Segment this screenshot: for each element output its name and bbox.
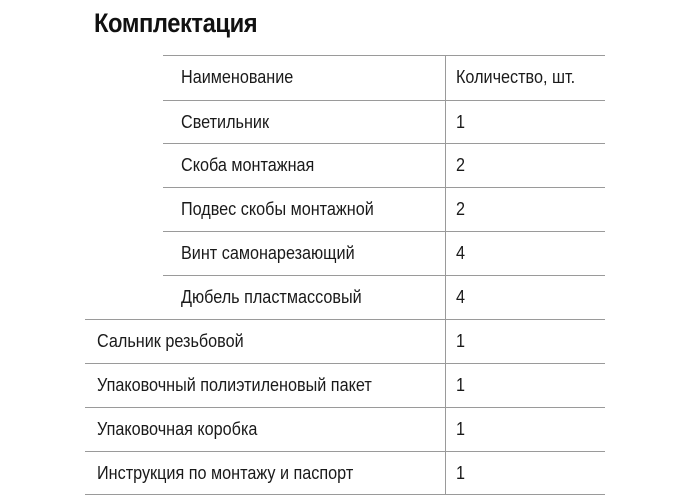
table-row-divider	[85, 407, 605, 408]
table-row-divider	[163, 100, 605, 101]
column-divider	[445, 55, 446, 494]
page-title: Комплектация	[94, 8, 258, 38]
table-cell-name: Скоба монтажная	[181, 155, 315, 175]
table-row-divider	[163, 187, 605, 188]
table-cell-quantity: 2	[456, 199, 466, 219]
table-cell-name: Упаковочный полиэтиленовый пакет	[97, 375, 372, 395]
table-cell-name: Инструкция по монтажу и паспорт	[97, 462, 354, 483]
table-cell-quantity: 4	[456, 243, 466, 263]
table-row-divider	[163, 143, 605, 144]
table-cell-quantity: 1	[456, 111, 466, 132]
table-row-divider	[163, 55, 605, 56]
table-cell-quantity: 2	[456, 155, 466, 175]
table-cell-name: Дюбель пластмассовый	[181, 287, 362, 307]
table-cell-name: Сальник резьбовой	[97, 331, 244, 351]
table-cell-quantity: 1	[456, 375, 466, 395]
table-cell-name: Упаковочная коробка	[97, 419, 258, 439]
table-cell-quantity: 1	[456, 419, 466, 439]
table-cell-quantity: 4	[456, 287, 466, 307]
table-row-divider	[85, 319, 605, 320]
header-quantity: Количество, шт.	[456, 67, 576, 87]
table-cell-name: Винт самонарезающий	[181, 243, 355, 263]
table-cell-name: Подвес скобы монтажной	[181, 199, 374, 219]
table-cell-quantity: 1	[456, 462, 466, 483]
header-name: Наименование	[181, 67, 294, 87]
table-row-divider	[163, 275, 605, 276]
table-cell-name: Светильник	[181, 111, 270, 132]
table-row-divider	[85, 363, 605, 364]
table-row-divider	[85, 451, 605, 452]
table-row-divider	[85, 494, 605, 495]
table-cell-quantity: 1	[456, 331, 466, 351]
table-row-divider	[163, 231, 605, 232]
